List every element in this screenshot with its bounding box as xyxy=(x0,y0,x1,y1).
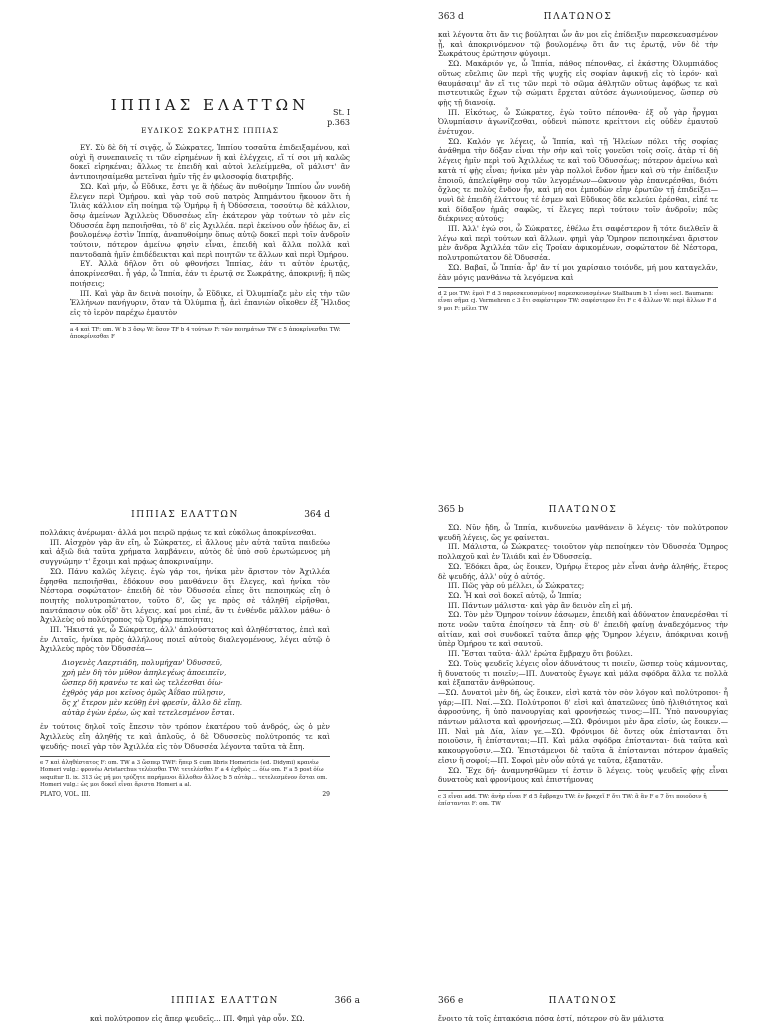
header-title: ΠΛΑΤΩΝΟΣ xyxy=(548,505,618,515)
running-header xyxy=(40,510,330,528)
verse-line: Διογενὲς Λαερτιάδη, πολυμήχαν' Ὀδυσσεῦ, xyxy=(62,658,223,668)
volume-label: PLATO, VOL. III. xyxy=(40,791,91,799)
verse-line: ὥσπερ δὴ κρανέω τε καὶ ὡς τελέεσθαι ὀίω· xyxy=(62,678,223,688)
page-hippias-363 xyxy=(70,90,350,480)
greek-text xyxy=(438,30,718,282)
page-number: 365 b xyxy=(438,505,464,515)
paragraph: ΣΩ. Ἔχε δή· ἀναμνησθῶμεν τί ἐστιν ὃ λέγεις. τοὺς ψευδεῖς φῂς εἶναι δυνατοὺς καὶ φρονίμους καὶ ἐπιστήμονας xyxy=(438,765,728,785)
critical-apparatus: c 3 εἶναι add. TW: ἀνὴρ εἶναι F d 5 ἔμβραχυ TW: ἐν βραχεῖ F ὅτι TW: ἃ ἂν F e 7 ὅτι ποιοῦσιν ἢ ἐπίστανται F: om. TW xyxy=(438,793,707,808)
paragraph: ΙΠ. Εἰκότως, ὦ Σώκρατες, ἐγὼ τοῦτο πέπονθα· ἐξ οὗ γὰρ ἦργμαι Ὀλυμπίασιν ἀγωνίζεσθαι, οὐδενὶ πώποτε κρείττονι εἰς οὐδὲν ἐμαυτοῦ ἐνέτυχον. xyxy=(438,107,718,137)
paragraph: ΣΩ. Τοὺς ψευδεῖς λέγεις οἷον ἀδυνάτους τι ποιεῖν, ὥσπερ τοὺς κάμνοντας, ἢ δυνατούς τι ποιεῖν;—ΙΠ. Δυνατοὺς ἔγωγε καὶ μάλα σφόδρα ἄλλα τε πολλὰ καὶ ἐξαπατᾶν ἀνθρώπους. xyxy=(438,658,728,688)
running-header xyxy=(438,996,728,1014)
verse-line: ἐχθρὸς γάρ μοι κεῖνος ὁμῶς Ἀΐδαο πύλῃσιν, xyxy=(62,688,226,698)
paragraph: ΙΠ. Πῶς γὰρ οὐ μέλλει, ὦ Σώκρατες; xyxy=(448,581,585,591)
greek-text xyxy=(70,143,350,318)
header-title: ΙΠΠΙΑΣ ΕΛΑΤΤΩΝ xyxy=(131,510,239,520)
stephanus-volume: St. I xyxy=(333,108,350,117)
page-footer xyxy=(40,791,330,798)
paragraph: ΙΠ. Αἰσχρὸν γὰρ ἂν εἴη, ὦ Σώκρατες, εἰ ἄλλους μὲν αὐτὰ ταῦτα παιδεύω καὶ ἀξιῶ διὰ ταῦτα χρήματα λαμβάνειν, αὐτὸς δὲ ὑπὸ σοῦ ἐρωτώμενος μὴ συγγνώμην τ' ἔχοιμι καὶ πρᾴως ἀποκριναίμην. xyxy=(40,537,330,567)
page-hippias-364d xyxy=(40,510,330,980)
paragraph: ΙΠ. Ἀλλ' ἐγώ σοι, ὦ Σώκρατες, ἐθέλω ἔτι σαφέστερον ἢ τότε διελθεῖν ἃ λέγω καὶ περὶ τούτων καὶ ἄλλων. φημὶ γὰρ Ὅμηρον πεποιηκέναι ἄριστον μὲν ἄνδρα Ἀχιλλέα τῶν εἰς Τροίαν ἀφικομένων, σοφώτατον δὲ Νέστορα, πολυτροπώτατον δὲ Ὀδυσσέα. xyxy=(438,224,718,263)
paragraph: ΣΩ. Πάνυ καλῶς λέγεις. ἐγὼ γάρ τοι, ἡνίκα μὲν ἄριστον τὸν Ἀχιλλέα ἔφησθα πεποιῆσθαι, ἐδόκουν σου μανθάνειν ὅτι ἔλεγες, καὶ ἡνίκα τὸν Νέστορα σοφώτατον· ἐπειδὴ δὲ τὸν Ὀδυσσέα εἶπες ὅτι πεποιηκὼς εἴη ὁ ποιητὴς πολυτροπώτατον, τοῦτο δ', ὥς γε πρὸς σὲ τἀληθῆ εἰρῆσθαι, παντάπασιν οὐκ οἶδ' ὅτι λέγεις. καί μοι εἰπέ, ἄν τι ἐνθένδε μᾶλλον μάθω· ὁ Ἀχιλλεὺς οὐ πολύτροπος τῷ Ὁμήρῳ πεποίηται; xyxy=(40,566,330,625)
page-number: 364 d xyxy=(304,510,330,520)
greek-text xyxy=(40,528,330,654)
divider xyxy=(40,756,330,757)
divider xyxy=(438,287,718,288)
paragraph: καὶ λέγοντα ὅτι ἄν τις βούληται ὧν ἄν μοι εἰς ἐπίδειξιν παρεσκευασμένον ᾖ, καὶ ἀποκρινόμενον τῷ βουλομένῳ ὅτι ἄν τις ἐρωτᾷ, νῦν δὲ τὴν Σωκράτους ἐρώτησιν φύγοιμι. xyxy=(438,30,718,59)
verse-line: ὅς χ' ἕτερον μὲν κεύθῃ ἐνὶ φρεσίν, ἄλλο δὲ εἴπῃ. xyxy=(62,698,243,708)
page-platonos-363d xyxy=(438,12,718,412)
running-header xyxy=(438,12,718,30)
greek-text: ἕνοιτο τὰ τοῖς ἐπτακόσια πόσα ἐστί, πότερον σὺ ἂν μάλιστα xyxy=(438,1014,664,1023)
verse-line: αὐτὰρ ἐγὼν ἐρέω, ὡς καὶ τετελεσμένον ἔσται. xyxy=(62,708,235,718)
stephanus-page: p.363 xyxy=(327,118,350,127)
page-number: 363 d xyxy=(438,12,464,22)
paragraph: ΣΩ. Βαβαῖ, ὦ Ἱππία· ἆρ' ἄν τί μοι χαρίσαιο τοιόνδε, μή μου καταγελᾶν, ἐὰν μόγις μανθάνω τὰ λεγόμενα καὶ xyxy=(438,262,718,282)
stephanus-reference xyxy=(327,108,350,128)
paragraph: ΣΩ. Καὶ μήν, ὦ Εὔδικε, ἔστι γε ἃ ἡδέως ἂν πυθοίμην Ἱππίου ὧν νυνδὴ ἔλεγεν περὶ Ὁμήρου. καὶ γὰρ τοῦ σοῦ πατρὸς Ἀπημάντου ἤκουον ὅτι ἡ Ἰλιὰς κάλλιον εἴη ποίημα τῷ Ὁμήρῳ ἢ ἡ Ὀδύσσεια, τοσούτῳ δὲ κάλλιον, ὅσῳ ἀμείνων Ἀχιλλεὺς Ὀδυσσέως εἴη· ἑκάτερον γὰρ τούτων τὸ μὲν εἰς Ὀδυσσέα ἔφη πεποιῆσθαι, τὸ δ' εἰς Ἀχιλλέα. περὶ ἐκείνου οὖν ἡδέως ἄν, εἰ βουλομένῳ ἐστὶν Ἱππίᾳ, ἀναπυθοίμην ὅπως αὐτῷ δοκεῖ περὶ τοῖν ἀνδροῖν τούτοιν, πότερον ἀμείνω φησὶν εἶναι, ἐπειδὴ καὶ ἄλλα πολλὰ καὶ παντοδαπὰ ἡμῖν ἐπιδέδεικται καὶ περὶ ποιητῶν τε ἄλλων καὶ περὶ Ὁμήρου. xyxy=(70,181,350,259)
paragraph: ΙΠ. Ἔσται ταῦτα· ἀλλ' ἐρώτα ἔμβραχυ ὅτι βούλει. xyxy=(448,649,633,659)
dialogue-title: ΙΠΠΙΑΣ ΕΛΑΤΤΩΝ xyxy=(110,96,310,114)
divider xyxy=(438,790,728,791)
header-title: ΠΛΑΤΩΝΟΣ xyxy=(543,12,613,22)
verse-line: χρὴ μὲν δὴ τὸν μῦθον ἀπηλεγέως ἀποειπεῖν, xyxy=(62,668,227,678)
homeric-quotation xyxy=(62,658,330,718)
paragraph: ΣΩ. Καλόν γε λέγεις, ὦ Ἱππία, καὶ τῇ Ἠλείων πόλει τῆς σοφίας ἀνάθημα τὴν δόξαν εἶναι τὴν σὴν καὶ τοῖς γονεῦσι τοῖς σοῖς. ἀτὰρ τί δὴ λέγεις ἡμῖν περὶ τοῦ Ἀχιλλέως τε καὶ τοῦ Ὀδυσσέως; πότερον ἀμείνω καὶ κατὰ τί φῂς εἶναι; ἡνίκα μὲν γὰρ πολλοὶ ἔνδον ἦμεν καὶ σὺ τὴν ἐπίδειξιν ἐποιοῦ, ἀπελείφθην σου τῶν λεγομένων—ὤκνουν γὰρ ἐπανερέσθαι, διότι ὄχλος τε πολὺς ἔνδον ἦν, καὶ μή σοι ἐμποδὼν εἴην ἐρωτῶν τῇ ἐπιδείξει—νυνὶ δὲ ἐπειδὴ ἐλάττους τέ ἐσμεν καὶ Εὔδικος ὅδε κελεύει ἐρέσθαι, εἰπέ τε καὶ δίδαξον ἡμᾶς σαφῶς, τί ἔλεγες περὶ τούτοιν τοῖν ἀνδροῖν; πῶς διέκρινες αὐτούς; xyxy=(438,136,718,224)
page-platonos-365b xyxy=(438,505,728,985)
paragraph: ΣΩ. Μακάριόν γε, ὦ Ἱππία, πάθος πέπονθας, εἰ ἑκάστης Ὀλυμπιάδος οὕτως εὔελπις ὢν περὶ τῆς ψυχῆς εἰς σοφίαν ἀφικνῇ εἰς τὸ ἱερόν· καὶ θαυμάσαιμ' ἂν εἴ τις τῶν περὶ τὸ σῶμα ἀθλητῶν οὕτως ἀφόβως τε καὶ πιστευτικῶς ἔχων τῷ σώματι ἔρχεται αὐτόσε ἀγωνιούμενος, ὥσπερ σὺ φῂς τῇ διανοίᾳ. xyxy=(438,59,718,107)
paragraph: ΕΥ. Σὺ δὲ δὴ τί σιγᾷς, ὦ Σώκρατες, Ἱππίου τοσαῦτα ἐπιδειξαμένου, καὶ οὐχὶ ἢ συνεπαινεῖς τι τῶν εἰρημένων ἢ καὶ ἐλέγχεις, εἴ τί σοι μὴ καλῶς δοκεῖ εἰρηκέναι; ἄλλως τε ἐπειδὴ καὶ αὐτοὶ λελείμμεθα, οἳ μάλιστ' ἂν ἀντιποιησαίμεθα μετεῖναι ἡμῖν τῆς ἐν φιλοσοφίᾳ διατριβῆς. xyxy=(70,143,350,182)
paragraph: πολλάκις ἀνέρωμαι· ἀλλά μοι πειρῶ πρᾴως τε καὶ εὐκόλως ἀποκρίνεσθαι. xyxy=(40,528,317,537)
paragraph: ΙΠ. Καὶ γὰρ ἂν δεινὰ ποιοίην, ὦ Εὔδικε, εἰ Ὀλυμπίαζε μὲν εἰς τὴν τῶν Ἑλλήνων πανήγυριν, ὅταν τὰ Ὀλύμπια ᾖ, ἀεὶ ἐπανιὼν οἴκοθεν ἐξ Ἤλιδος εἰς τὸ ἱερὸν παρέχω ἐμαυτὸν xyxy=(70,288,350,317)
critical-apparatus: a 4 καὶ TF: om. W b 3 ὅσῳ W: ὅσον TF b 4 τούτων F: τῶν ποιημάτων TW c 5 ἀποκρίνεσθαι TW: ἀποκρίνεσθαι F xyxy=(70,326,341,340)
running-header xyxy=(438,505,728,523)
signature-number: 29 xyxy=(322,791,330,799)
greek-text xyxy=(438,523,728,785)
paragraph: ΣΩ. Ἐδόκει ἄρα, ὡς ἔοικεν, Ὁμήρῳ ἕτερος μὲν εἶναι ἀνὴρ ἀληθής, ἕτερος δὲ ψευδής, ἀλλ' οὐχ ὁ αὐτός. xyxy=(438,561,728,581)
paragraph: ΙΠ. Πάντων μάλιστα· καὶ γὰρ ἂν δεινὸν εἴη εἰ μή. xyxy=(448,600,633,610)
divider xyxy=(70,323,350,324)
paragraph: ΕΥ. Ἀλλὰ δῆλον ὅτι οὐ φθονήσει Ἱππίας, ἐάν τι αὐτὸν ἐρωτᾷς, ἀποκρίνεσθαι. ἦ γάρ, ὦ Ἱππία, ἐάν τι ἐρωτᾷ σε Σωκράτης, ἀποκρινῇ; ἢ πῶς ποιήσεις; xyxy=(70,259,350,288)
paragraph: —ΣΩ. Δυνατοὶ μὲν δή, ὡς ἔοικεν, εἰσὶ κατὰ τὸν σὸν λόγον καὶ πολύτροποι· ἦ γάρ;—ΙΠ. Ναί.—ΣΩ. Πολύτροποι δ' εἰσὶ καὶ ἀπατεῶνες ὑπὸ ἠλιθιότητος καὶ ἀφροσύνης, ἢ ὑπὸ πανουργίας καὶ φρονήσεώς τινος;—ΙΠ. Ὑπὸ πανουργίας πάντων μάλιστα καὶ φρονήσεως.—ΣΩ. Φρόνιμοι μὲν ἄρα εἰσίν, ὡς ἔοικεν.—ΙΠ. Ναὶ μὰ Δία, λίαν γε.—ΣΩ. Φρόνιμοι δὲ ὄντες οὐκ ἐπίστανται ὅτι ποιοῦσιν, ἢ ἐπίστανται;—ΙΠ. Καὶ μάλα σφόδρα ἐπίστανται· διὰ ταῦτα καὶ κακουργοῦσιν.—ΣΩ. Ἐπιστάμενοι δὲ ταῦτα ἃ ἐπίστανται πότερον ἀμαθεῖς εἰσιν ἢ σοφοί;—ΙΠ. Σοφοὶ μὲν οὖν αὐτά γε ταῦτα, ἐξαπατᾶν. xyxy=(438,687,728,765)
page-number: 366 e xyxy=(438,996,464,1006)
page-hippias-366a xyxy=(90,996,360,1024)
paragraph: ΣΩ. Ἦ καὶ σοὶ δοκεῖ αὐτῷ, ὦ Ἱππία; xyxy=(448,590,582,600)
paragraph: ΙΠ. Μάλιστα, ὦ Σώκρατες· τοιοῦτον γὰρ πεποίηκεν τὸν Ὀδυσσέα Ὅμηρος πολλαχοῦ καὶ ἐν Ἰλιάδι καὶ ἐν Ὀδυσσείᾳ. xyxy=(438,542,728,562)
critical-apparatus: d 2 μοι TW: ἐμοὶ F d 3 παρεσκευασμένον] παρεσκευασμένων Stallbaum b 1 εἶναι secl. Baumann: εἶναι σῆμα cj. Vermehren c 3 ἔτι σαφέστερον TW: σαφέστερον ἔτι F c 4 ἄλλων W: περὶ ἄλλων F d 9 μοι F: μέλει TW xyxy=(438,291,717,312)
paragraph: ΣΩ. Τὸν μὲν Ὅμηρον τοίνυν ἐάσωμεν, ἐπειδὴ καὶ ἀδύνατον ἐπανερέσθαι τί ποτε νοῶν ταῦτα ἐποίησεν τὰ ἔπη· σὺ δ' ἐπειδὴ φαίνῃ ἀναδεχόμενος τὴν αἰτίαν, καὶ σοὶ συνδοκεῖ ταῦτα ἅπερ φῂς Ὅμηρον λέγειν, ἀπόκριναι κοινῇ ὑπὲρ Ὁμήρου τε καὶ σαυτοῦ. xyxy=(438,610,728,649)
running-header xyxy=(90,996,360,1014)
paragraph: ΙΠ. Ἥκιστά γε, ὦ Σώκρατες, ἀλλ' ἁπλούστατος καὶ ἀληθέστατος, ἐπεὶ καὶ ἐν Λιταῖς, ἡνίκα πρὸς ἀλλήλους ποιεῖ αὐτοὺς διαλεγομένους, λέγει αὐτῷ ὁ Ἀχιλλεὺς πρὸς τὸν Ὀδυσσέα— xyxy=(40,625,330,654)
greek-text: καὶ πολύτροπον εἰς ἅπερ ψευδεῖς... ΙΠ. Φημὶ γὰρ οὖν. ΣΩ. xyxy=(90,1014,305,1023)
greek-text-continued xyxy=(40,722,330,751)
page-number: 366 a xyxy=(334,996,360,1006)
header-title: ΙΠΠΙΑΣ ΕΛΑΤΤΩΝ xyxy=(171,996,279,1006)
page-platonos-366e xyxy=(438,996,728,1024)
header-title: ΠΛΑΤΩΝΟΣ xyxy=(548,996,618,1006)
paragraph: ἐν τούτοις δηλοῖ τοῖς ἔπεσιν τὸν τρόπον ἑκατέρου τοῦ ἀνδρός, ὡς ὁ μὲν Ἀχιλλεὺς εἴη ἀληθής τε καὶ ἁπλοῦς, ὁ δὲ Ὀδυσσεὺς πολύτροπός τε καὶ ψευδής· ποιεῖ γὰρ τὸν Ἀχιλλέα εἰς τὸν Ὀδυσσέα λέγοντα ταῦτα τὰ ἔπη. xyxy=(40,722,330,751)
dramatis-personae: ΕΥΔΙΚΟΣ ΣΩΚΡΑΤΗΣ ΙΠΠΙΑΣ xyxy=(141,126,279,135)
critical-apparatus: e 7 καὶ ἀληθέστατος F: om. TW a 3 ὥσπερ TWF: ἥπερ S cum libris Homericis (ed. Didymi) κρανέω Homeri vulg.: φρονέω Aristarchus τελέεσθαι TW: τετελέσθαι F a 4 ἐχθρὸς ... ὀίω om. F a 5 post ὀίω sequitur Il. ix. 313 ὡς μή μοι τρύζητε παρήμενοι ἄλλοθεν ἄλλος b 5 αὐτὰρ... τετελεσμένον ἔσται om. Homeri vulg.: ὡς μοι δοκεῖ εἶναι ἄριστα Homeri a al. xyxy=(40,760,328,788)
paragraph: ΣΩ. Νῦν ἤδη, ὦ Ἱππία, κινδυνεύω μανθάνειν ὃ λέγεις· τὸν πολύτροπον ψευδῆ λέγεις, ὥς γε φαίνεται. xyxy=(438,523,728,542)
